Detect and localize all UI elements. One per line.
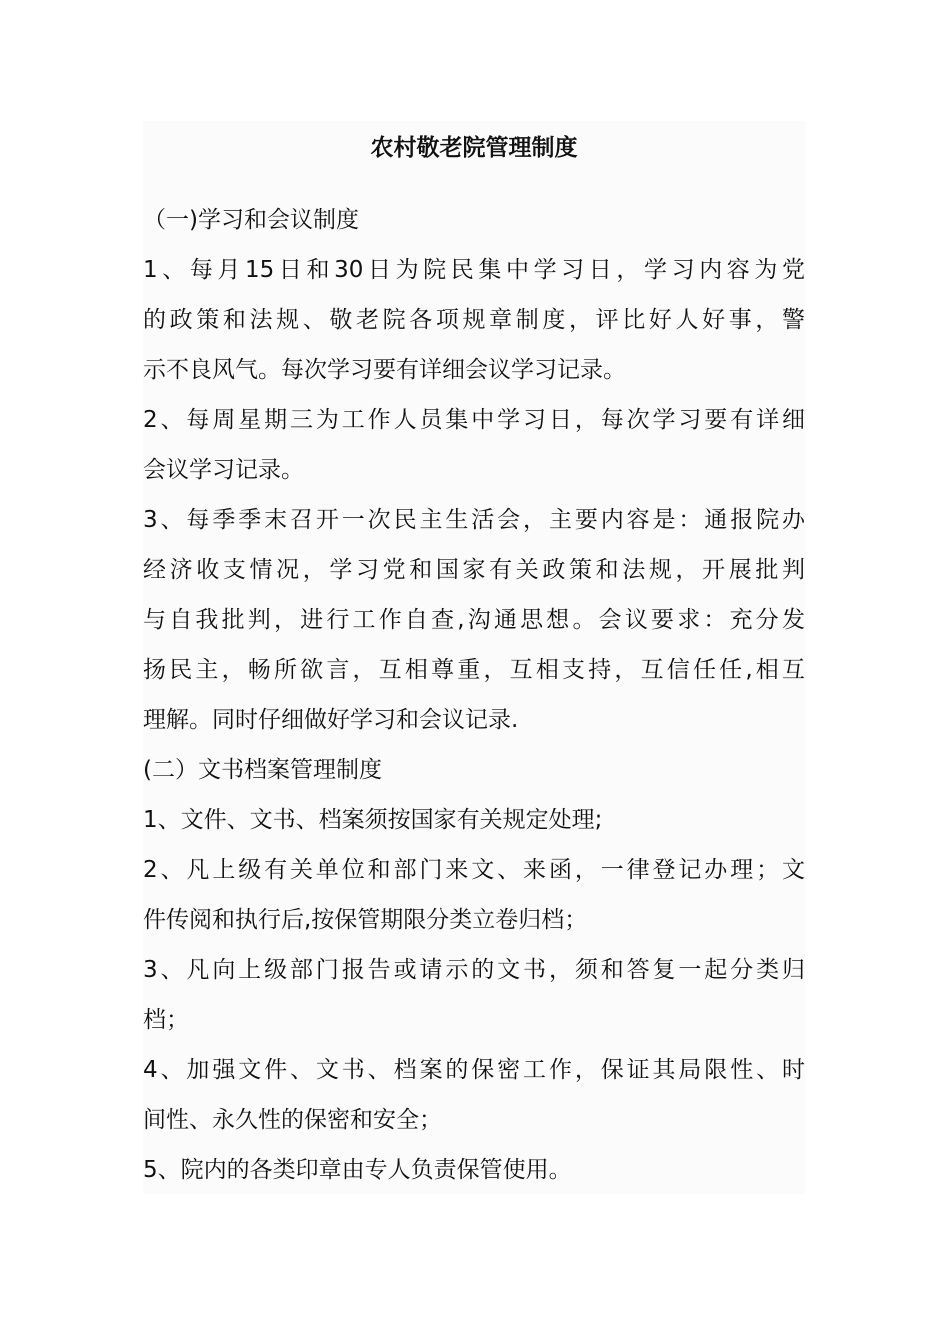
paragraph-line: 4、加强文件、文书、档案的保密工作，保证其局限性、时 [143,1057,805,1083]
document-body [143,121,805,1194]
paragraph-line: 的政策和法规、敬老院各项规章制度，评比好人好事，警 [143,307,805,333]
paragraph-line: 与自我批判，进行工作自查,沟通思想。会议要求：充分发 [143,607,805,633]
paragraph-line: 1、每月15日和30日为院民集中学习日，学习内容为党 [143,257,805,283]
paragraph-line: 档； [143,1007,189,1033]
paragraph-line: 经济收支情况，学习党和国家有关政策和法规，开展批判 [143,557,805,583]
paragraph-line: 件传阅和执行后,按保管期限分类立卷归档； [143,907,588,933]
section-heading-2: (二）文书档案管理制度 [143,757,382,783]
document-title: 农村敬老院管理制度 [370,135,578,161]
paragraph-line: 2、凡上级有关单位和部门来文、来函，一律登记办理；文 [143,857,805,883]
paragraph-line: 理解。同时仔细做好学习和会议记录. [143,707,519,733]
paragraph-line: 3、每季季末召开一次民主生活会，主要内容是：通报院办 [143,507,805,533]
paragraph-line: 示不良风气。每次学习要有详细会议学习记录。 [143,357,626,383]
paragraph-line: 扬民主，畅所欲言，互相尊重，互相支持，互信任任,相互 [143,657,805,683]
paragraph-line: 5、院内的各类印章由专人负责保管使用。 [143,1157,572,1183]
paragraph-line: 2、每周星期三为工作人员集中学习日，每次学习要有详细 [143,407,805,433]
paragraph-line: 会议学习记录。 [143,457,304,483]
paragraph-line: 3、凡向上级部门报告或请示的文书，须和答复一起分类归 [143,957,805,983]
paragraph-line: 间性、永久性的保密和安全； [143,1107,442,1133]
section-heading-1: （一)学习和会议制度 [143,207,359,233]
paragraph-line: 1、文件、文书、档案须按国家有关规定处理; [143,807,603,833]
